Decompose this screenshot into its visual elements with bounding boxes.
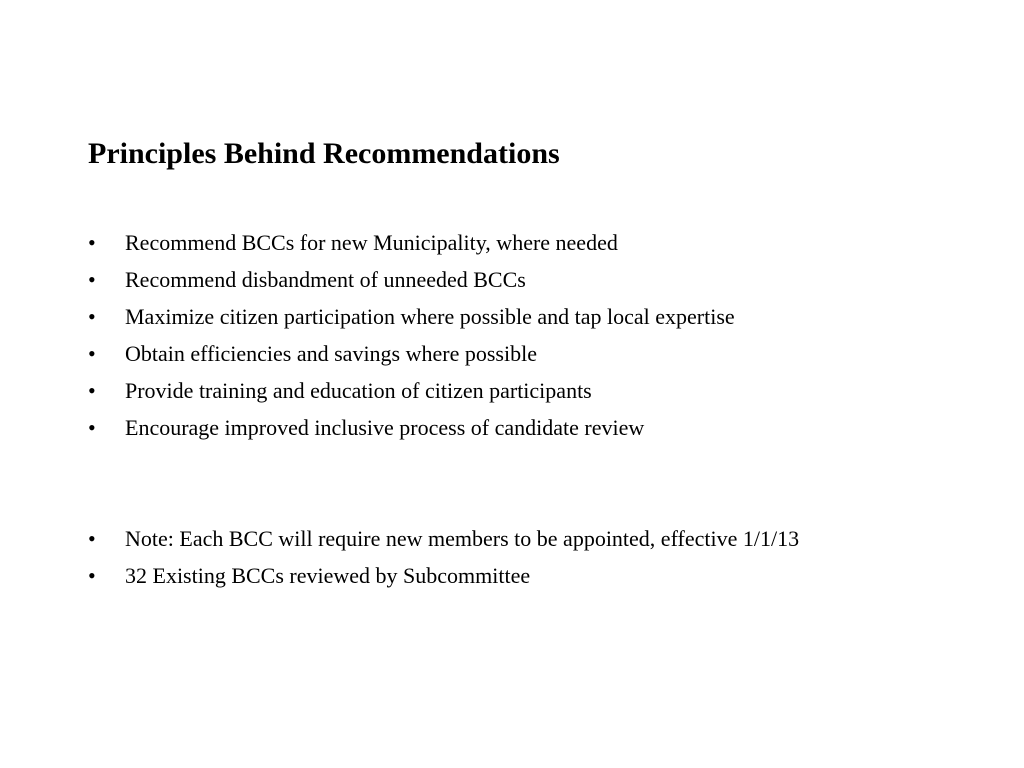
bullet-text: Provide training and education of citizen participants bbox=[125, 378, 592, 403]
bullet-text: Recommend disbandment of unneeded BCCs bbox=[125, 267, 526, 292]
bullet-icon: • bbox=[88, 304, 96, 329]
bullet-icon: • bbox=[88, 563, 96, 588]
bullet-icon: • bbox=[88, 415, 96, 440]
bullet-icon: • bbox=[88, 341, 96, 366]
bullet-icon: • bbox=[88, 378, 96, 403]
bullet-text: 32 Existing BCCs reviewed by Subcommittee bbox=[125, 563, 531, 588]
bullet-icon: • bbox=[88, 230, 96, 255]
bullet-text: Note: Each BCC will require new members to be appointed, effective 1/1/13 bbox=[125, 526, 800, 551]
bullet-text: Maximize citizen participation where possible and tap local expertise bbox=[125, 304, 735, 329]
bullet-icon: • bbox=[88, 267, 96, 292]
bullet-text: Encourage improved inclusive process of candidate review bbox=[125, 415, 645, 440]
bullet-text: Obtain efficiencies and savings where possible bbox=[125, 341, 537, 366]
slide-title: Principles Behind Recommendations bbox=[88, 137, 560, 170]
bullet-text: Recommend BCCs for new Municipality, where needed bbox=[125, 230, 618, 255]
bullet-icon: • bbox=[88, 526, 96, 551]
